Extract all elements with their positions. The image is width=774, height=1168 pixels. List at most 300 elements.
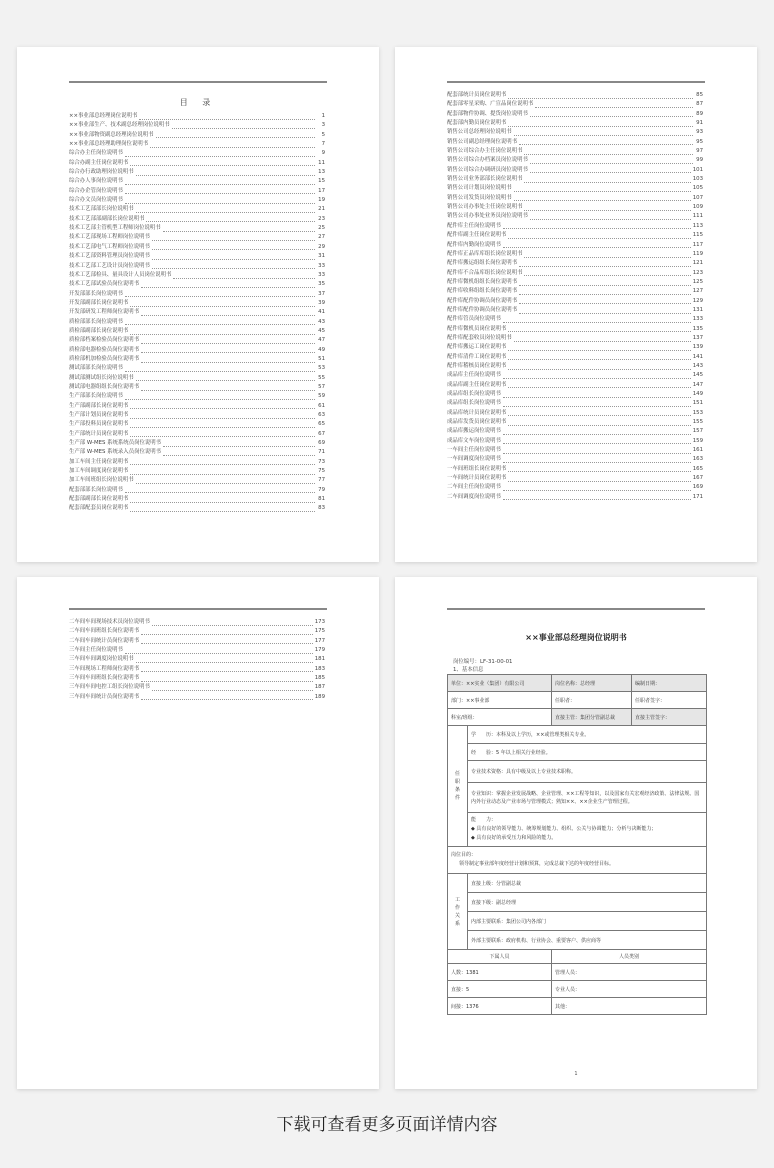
toc-entry-title: 销售公司副总经理岗位说明书 [447,138,518,145]
toc-entry [447,147,703,156]
toc-entry [69,168,325,177]
toc-leader-dots [152,685,313,691]
toc-entry [69,252,325,261]
toc-entry-title: 加工车间调度岗位说明书 [69,468,129,475]
toc-entry-page: 85 [696,92,703,98]
toc-entry [69,131,325,140]
toc-leader-dots [130,497,315,503]
toc-entry-page: 141 [692,353,703,360]
toc-leader-dots [141,638,313,644]
toc-entry [447,474,703,483]
toc-entry-page: 167 [692,475,703,482]
toc-entry-page: 83 [318,505,325,512]
toc-leader-dots [524,205,690,211]
ability-item: ◆ 具有良好的领导能力、统筹规划能力、组织、公关与协调能力；分析与决断能力； [471,826,657,832]
toc-entry [69,383,325,392]
toc-entry [447,203,703,212]
toc-leader-dots [130,506,315,512]
toc-entry [447,409,703,418]
toc-entry-title: 技术工艺部现场工程师岗位说明书 [69,234,150,241]
toc-entry-title: 生产部部长岗位说明书 [69,393,123,400]
toc-entry-title: 生产部副部长岗位说明书 [69,402,129,409]
toc-entry [69,140,325,149]
toc-leader-dots [508,354,690,360]
toc-entry-page: 55 [318,374,325,381]
toc-entry-page: 139 [692,344,703,351]
toc-leader-dots [519,280,691,286]
toc-entry-page: 15 [318,178,325,185]
toc-entry-page: 165 [692,465,703,472]
toc-leader-dots [503,429,691,435]
toc-leader-dots [136,207,315,213]
toc-leader-dots [125,198,315,204]
toc-entry-page: 131 [692,306,703,313]
toc-entry [447,278,703,287]
toc-leader-dots [141,357,315,363]
toc-entry-page: 159 [692,437,703,444]
toc-entry [447,343,703,352]
toc-page-2 [395,47,757,562]
toc-entry [447,194,703,203]
toc-entry-title: 配件库收料组组长岗位说明书 [447,288,518,295]
toc-entry-title: 三车间车间调度岗位说明书 [69,656,134,663]
toc-leader-dots [503,448,691,454]
toc-entry-title: 三车间车间统计员岗位说明书 [69,693,140,700]
toc-leader-dots [125,394,315,400]
toc-entry-page: 79 [318,486,325,493]
toc-entry-title: 三车间车间电控工组长岗位说明书 [69,684,150,691]
toc-leader-dots [150,142,315,148]
toc-entry-title: 技术工艺部检具、量具设计人员岗位说明书 [69,271,172,278]
toc-leader-dots [519,308,691,314]
toc-entry-title: 成品库统计员岗位说明书 [447,409,507,416]
relation-down: 直接下级：副总经理 [468,893,707,912]
toc-leader-dots [508,382,690,388]
toc-entry [69,346,325,355]
toc-leader-dots [173,273,315,279]
toc-leader-dots [130,431,315,437]
toc-leader-dots [125,487,315,493]
toc-leader-dots [139,114,315,120]
toc-entry-page: 77 [318,477,325,484]
toc-entry-page: 49 [318,346,325,353]
toc-entry [447,353,703,362]
toc-entry-title: 配件库正品库库组长岗位说明书 [447,250,523,257]
toc-entry-title: 技术工艺部资料管理员岗位说明书 [69,253,150,260]
toc-entry-title: 技术工艺部电气工程师岗位说明书 [69,243,150,250]
toc-leader-dots [125,648,313,654]
toc-entry-title: 质检部档案检验员岗位说明书 [69,337,140,344]
toc-entry-page: 93 [696,129,703,136]
toc-entry-title: 销售公司办事处业务员岗位说明书 [447,213,528,220]
toc-leader-dots [508,233,690,239]
toc-entry-page: 31 [318,253,325,260]
toc-entry-title: 加工车间主任岗位说明书 [69,458,129,465]
toc-entry [447,138,703,147]
toc-entry-title: 配件库配件协调员岗位说明书 [447,297,518,304]
toc-entry-title: 成品库主任岗位说明书 [447,372,501,379]
toc-entry-title: 配件库管员岗位说明书 [447,316,501,323]
toc-entry-title: 加工车间班组长岗位说明书 [69,477,134,484]
toc-entry-page: 151 [692,400,703,407]
toc-entry [447,241,703,250]
staff-direct: 直接：5 [448,981,552,998]
toc-leader-dots [524,177,690,183]
toc-leader-dots [136,657,313,663]
toc-entry-page: 163 [692,456,703,463]
toc-leader-dots [136,478,315,484]
toc-entry-title: 配套部部长岗位说明书 [69,486,123,493]
toc-leader-dots [508,476,690,482]
toc-entry-title: 配套部物件协调、提货岗位说明书 [447,110,528,117]
toc-leader-dots [503,438,691,444]
education-cell: 学 历：本科及以上学历，××或管理类相关专业。 [468,726,707,744]
toc-entry-title: 综合办行政助理岗位说明书 [69,169,134,176]
toc-entry-title: 综合办人事岗位说明书 [69,178,123,185]
toc-entry [69,637,325,646]
toc-leader-dots [141,310,315,316]
toc-entry-page: 117 [692,241,703,248]
qualification-cell: 专业技术资格：具有中级及以上专业技术职称。 [468,761,707,783]
toc-entry-title: 配套部零星采购、广宣品岗位说明书 [447,101,534,108]
toc-entry-title: ××事业部物资副总经理岗位说明书 [69,131,154,138]
toc-leader-dots [130,160,315,166]
toc-entry-title: 配件库稽核员岗位说明书 [447,362,507,369]
toc-entry [447,381,703,390]
toc-entry-page: 81 [318,496,325,503]
toc-entry [69,205,325,214]
toc-leader-dots [141,666,313,672]
toc-leader-dots [508,410,690,416]
toc-entry-page: 119 [692,250,703,257]
toc-entry-page: 11 [318,159,325,166]
toc-entry-page: 121 [692,260,703,267]
toc-entry [69,215,325,224]
toc-entry [69,224,325,233]
toc-entry-page: 51 [318,355,325,362]
toc-list [69,618,325,702]
toc-entry-page: 73 [318,458,325,465]
toc-entry [447,156,703,165]
staff-other: 其他： [552,998,707,1015]
toc-entry-page: 123 [692,269,703,276]
toc-entry-page: 147 [692,381,703,388]
toc-entry-title: 三车间车间班组长岗位说明书 [69,675,140,682]
toc-entry-page: 63 [318,412,325,418]
toc-entry-title: 测试部电器组组长岗位说明书 [69,383,140,390]
toc-entry-page: 13 [318,169,325,176]
toc-entry-page: 87 [696,101,703,108]
toc-leader-dots [503,392,691,398]
toc-entry-title: 配件库搬运工岗位说明书 [447,344,507,351]
toc-entry-page: 169 [692,484,703,491]
toc-entry-title: 成品库搬运岗位说明书 [447,428,501,435]
toc-entry-page: 103 [692,176,703,183]
toc-entry-title: 技术工艺部工艺设计员岗位说明书 [69,262,150,269]
toc-entry-page: 189 [314,693,325,700]
toc-entry [69,467,325,476]
relation-up: 直接上级：分管副总裁 [468,874,707,893]
toc-leader-dots [503,457,691,463]
toc-entry [447,184,703,193]
ability-title: 能 力： [471,817,497,823]
toc-entry-page: 41 [318,309,325,316]
post-name-cell: 岗位名称：总经理 [552,675,632,692]
toc-entry [447,222,703,231]
toc-entry-title: 配件库不合品库组长岗位说明书 [447,269,523,276]
staff-total: 人数：1381 [448,964,552,981]
toc-entry [447,325,703,334]
toc-leader-dots [519,298,691,304]
relation-internal: 内部主要联系：集团公司内各部门 [468,912,707,931]
toc-entry-title: 成品库发货员岗位说明书 [447,419,507,426]
staff-professional: 专业人员： [552,981,707,998]
toc-entry-page: 99 [696,157,703,164]
dept-cell: 部门：××事业部 [448,692,552,709]
holder-sign-cell: 任职者签字： [632,692,707,709]
toc-leader-dots [524,252,690,258]
toc-entry-page: 157 [692,428,703,435]
toc-leader-dots [125,319,315,325]
toc-entry-page: 129 [692,297,703,304]
toc-entry-page: 75 [318,468,325,475]
toc-entry [69,355,325,364]
purpose-title: 岗位目的： [451,852,477,858]
superior-sign-cell: 直接主管签字： [632,709,707,726]
toc-entry [69,655,325,664]
toc-entry [69,271,325,280]
toc-entry [69,159,325,168]
toc-leader-dots [508,466,690,472]
toc-entry-title: 综合办企管岗位说明书 [69,187,123,194]
toc-entry [447,371,703,380]
toc-entry-page: 185 [314,675,325,682]
toc-entry [69,262,325,271]
toc-entry [447,250,703,259]
toc-leader-dots [130,422,315,428]
toc-entry [69,683,325,692]
toc-entry-title: 质检部机加检验员岗位说明书 [69,355,140,362]
toc-entry-page: 127 [692,288,703,295]
toc-entry [447,315,703,324]
toc-entry [69,693,325,702]
toc-entry-title: 销售公司综合办档案员岗位说明书 [447,157,528,164]
toc-entry-page: 135 [692,325,703,332]
toc-entry [69,149,325,158]
toc-entry [69,299,325,308]
toc-entry-title: 技术工艺部部长岗位说明书 [69,206,134,213]
toc-entry-title: 质检部副部长岗位说明书 [69,327,129,334]
toc-leader-dots [141,347,315,353]
toc-entry [447,100,703,109]
toc-entry-page: 177 [314,637,325,644]
toc-leader-dots [141,629,313,635]
toc-entry-title: 销售公司办事处主任岗位说明书 [447,204,523,211]
toc-entry-page: 155 [692,419,703,426]
toc-entry [69,458,325,467]
toc-entry-title: 一车间主任岗位说明书 [447,447,501,454]
toc-entry-title: 测试部测试组长岗位说明书 [69,374,134,381]
toc-entry-title: 二车间车间班组长岗位说明书 [69,628,140,635]
toc-entry-title: 开发部部长岗位说明书 [69,290,123,297]
toc-entry-title: 配件库清件工岗位说明书 [447,353,507,360]
toc-leader-dots [130,329,315,335]
toc-entry [69,187,325,196]
toc-entry-title: 配件库搬运组组长岗位说明书 [447,260,518,267]
toc-entry [447,259,703,268]
toc-entry [447,390,703,399]
toc-entry-page: 7 [321,141,325,148]
toc-entry [69,504,325,513]
toc-entry-title: 一车间班组长岗位说明书 [447,465,507,472]
toc-entry-title: 生产部 W-MES 系统录入员岗位说明书 [69,449,162,456]
toc-entry [69,665,325,674]
toc-list [447,91,703,502]
page-number: 1 [574,1071,578,1077]
toc-entry-page: 175 [314,628,325,635]
toc-entry [447,306,703,315]
toc-entry-page: 101 [692,166,703,173]
section-heading: 1、基本信息 [453,667,484,673]
toc-leader-dots [152,244,315,250]
toc-entry [69,196,325,205]
toc-leader-dots [514,186,691,192]
toc-entry [69,280,325,289]
toc-entry-page: 97 [696,148,703,155]
toc-entry [69,495,325,504]
toc-entry-title: 技术工艺部部副部长岗位说明书 [69,215,145,222]
toc-entry [447,231,703,240]
toc-entry-title: 生产部投料员岗位说明书 [69,421,129,428]
toc-entry-title: 配件库微机组组长岗位说明书 [447,278,518,285]
toc-list [69,112,325,514]
toc-leader-dots [141,338,315,344]
toc-entry-page: 109 [692,204,703,211]
toc-entry-title: 成品库副主任岗位说明书 [447,381,507,388]
header-rule [69,608,327,610]
toc-leader-dots [130,301,315,307]
toc-leader-dots [535,102,693,108]
toc-entry-title: 一车间统计员岗位说明书 [447,475,507,482]
toc-entry-page: 1 [321,113,325,119]
toc-entry-page: 25 [318,225,325,232]
toc-entry [69,420,325,429]
toc-entry-title: 测试部部长岗位说明书 [69,365,123,372]
toc-entry [447,483,703,492]
toc-leader-dots [530,158,693,164]
toc-entry-page: 183 [314,665,325,672]
toc-leader-dots [125,366,315,372]
toc-entry-page: 107 [692,194,703,201]
toc-entry [69,618,325,627]
toc-entry-title: 质检部部长岗位说明书 [69,318,123,325]
toc-entry-page: 53 [318,365,325,372]
toc-entry-title: 三车间现场工程师岗位说明书 [69,665,140,672]
toc-entry-page: 35 [318,281,325,288]
toc-entry [447,437,703,446]
toc-leader-dots [156,132,315,138]
toc-entry-title: 三车间主任岗位说明书 [69,647,123,654]
toc-entry-page: 161 [692,447,703,454]
toc-entry-page: 173 [314,619,325,625]
requirements-label: 任 职 条 件 [448,726,468,847]
toc-entry [447,399,703,408]
toc-entry-title: 开发部研发工程师岗位说明书 [69,309,140,316]
toc-entry [69,448,325,457]
toc-entry-title: 销售公司业务部部长岗位说明书 [447,176,523,183]
toc-leader-dots [152,254,315,260]
toc-entry-page: 59 [318,393,325,400]
toc-entry [447,446,703,455]
toc-leader-dots [508,121,693,127]
toc-entry-title: 销售公司综合办调研员岗位说明书 [447,166,528,173]
toc-entry-title: 成品库组长岗位说明书 [447,391,501,397]
toc-leader-dots [141,694,313,700]
toc-entry [69,336,325,345]
toc-entry-title: 一车间调度岗位说明书 [447,456,501,463]
toc-leader-dots [141,385,315,391]
toc-leader-dots [508,345,690,351]
toc-entry-title: 配件库配套收员岗位说明书 [447,334,512,341]
toc-leader-dots [130,469,315,475]
toc-entry-title: 配套部统计员岗位说明书 [447,92,507,98]
unit-cell: 单位：××实业（集团）有限公司 [448,675,552,692]
toc-entry-title: ××事业部生产、技术副总经理岗位说明书 [69,122,170,129]
header-rule [447,81,705,83]
toc-entry-title: 二车间车间统计员岗位说明书 [69,637,140,644]
toc-entry [69,430,325,439]
toc-entry-title: 二车间主任岗位说明书 [447,484,501,491]
toc-leader-dots [172,123,315,129]
toc-leader-dots [141,282,315,288]
toc-entry-title: 生产部计划员岗位说明书 [69,412,129,418]
toc-entry [69,402,325,411]
toc-leader-dots [503,223,691,229]
toc-entry-title: 配套部内勤员岗位说明书 [447,120,507,127]
toc-entry-title: 综合办主任岗位说明书 [69,150,123,157]
toc-entry-page: 187 [314,684,325,691]
toc-entry-title: 成品库文车岗位说明书 [447,437,501,444]
toc-entry [447,269,703,278]
toc-leader-dots [530,111,693,117]
toc-leader-dots [508,326,690,332]
toc-leader-dots [519,139,693,145]
toc-entry [447,334,703,343]
staff-head-left: 下属人员 [448,950,552,964]
toc-entry-page: 43 [318,318,325,325]
toc-entry-page: 91 [696,120,703,127]
toc-entry [69,121,325,130]
toc-entry-page: 19 [318,197,325,204]
toc-title: 目 录 [179,98,217,107]
toc-entry-page: 153 [692,409,703,416]
toc-leader-dots [136,170,315,176]
toc-leader-dots [146,216,315,222]
job-info-table [447,674,707,1015]
toc-leader-dots [503,373,691,379]
toc-leader-dots [508,93,693,99]
toc-entry [447,287,703,296]
toc-entry-title: 销售公司综合办主任岗位说明书 [447,148,523,155]
toc-leader-dots [125,291,315,297]
job-description-page [395,577,757,1089]
toc-entry [447,166,703,175]
toc-entry-title: 成品库组长岗位说明书 [447,400,501,407]
toc-leader-dots [125,179,315,185]
superior-cell: 直接主管：集团分管副总裁 [552,709,632,726]
toc-entry-page: 65 [318,421,325,428]
toc-entry-page: 179 [314,647,325,654]
